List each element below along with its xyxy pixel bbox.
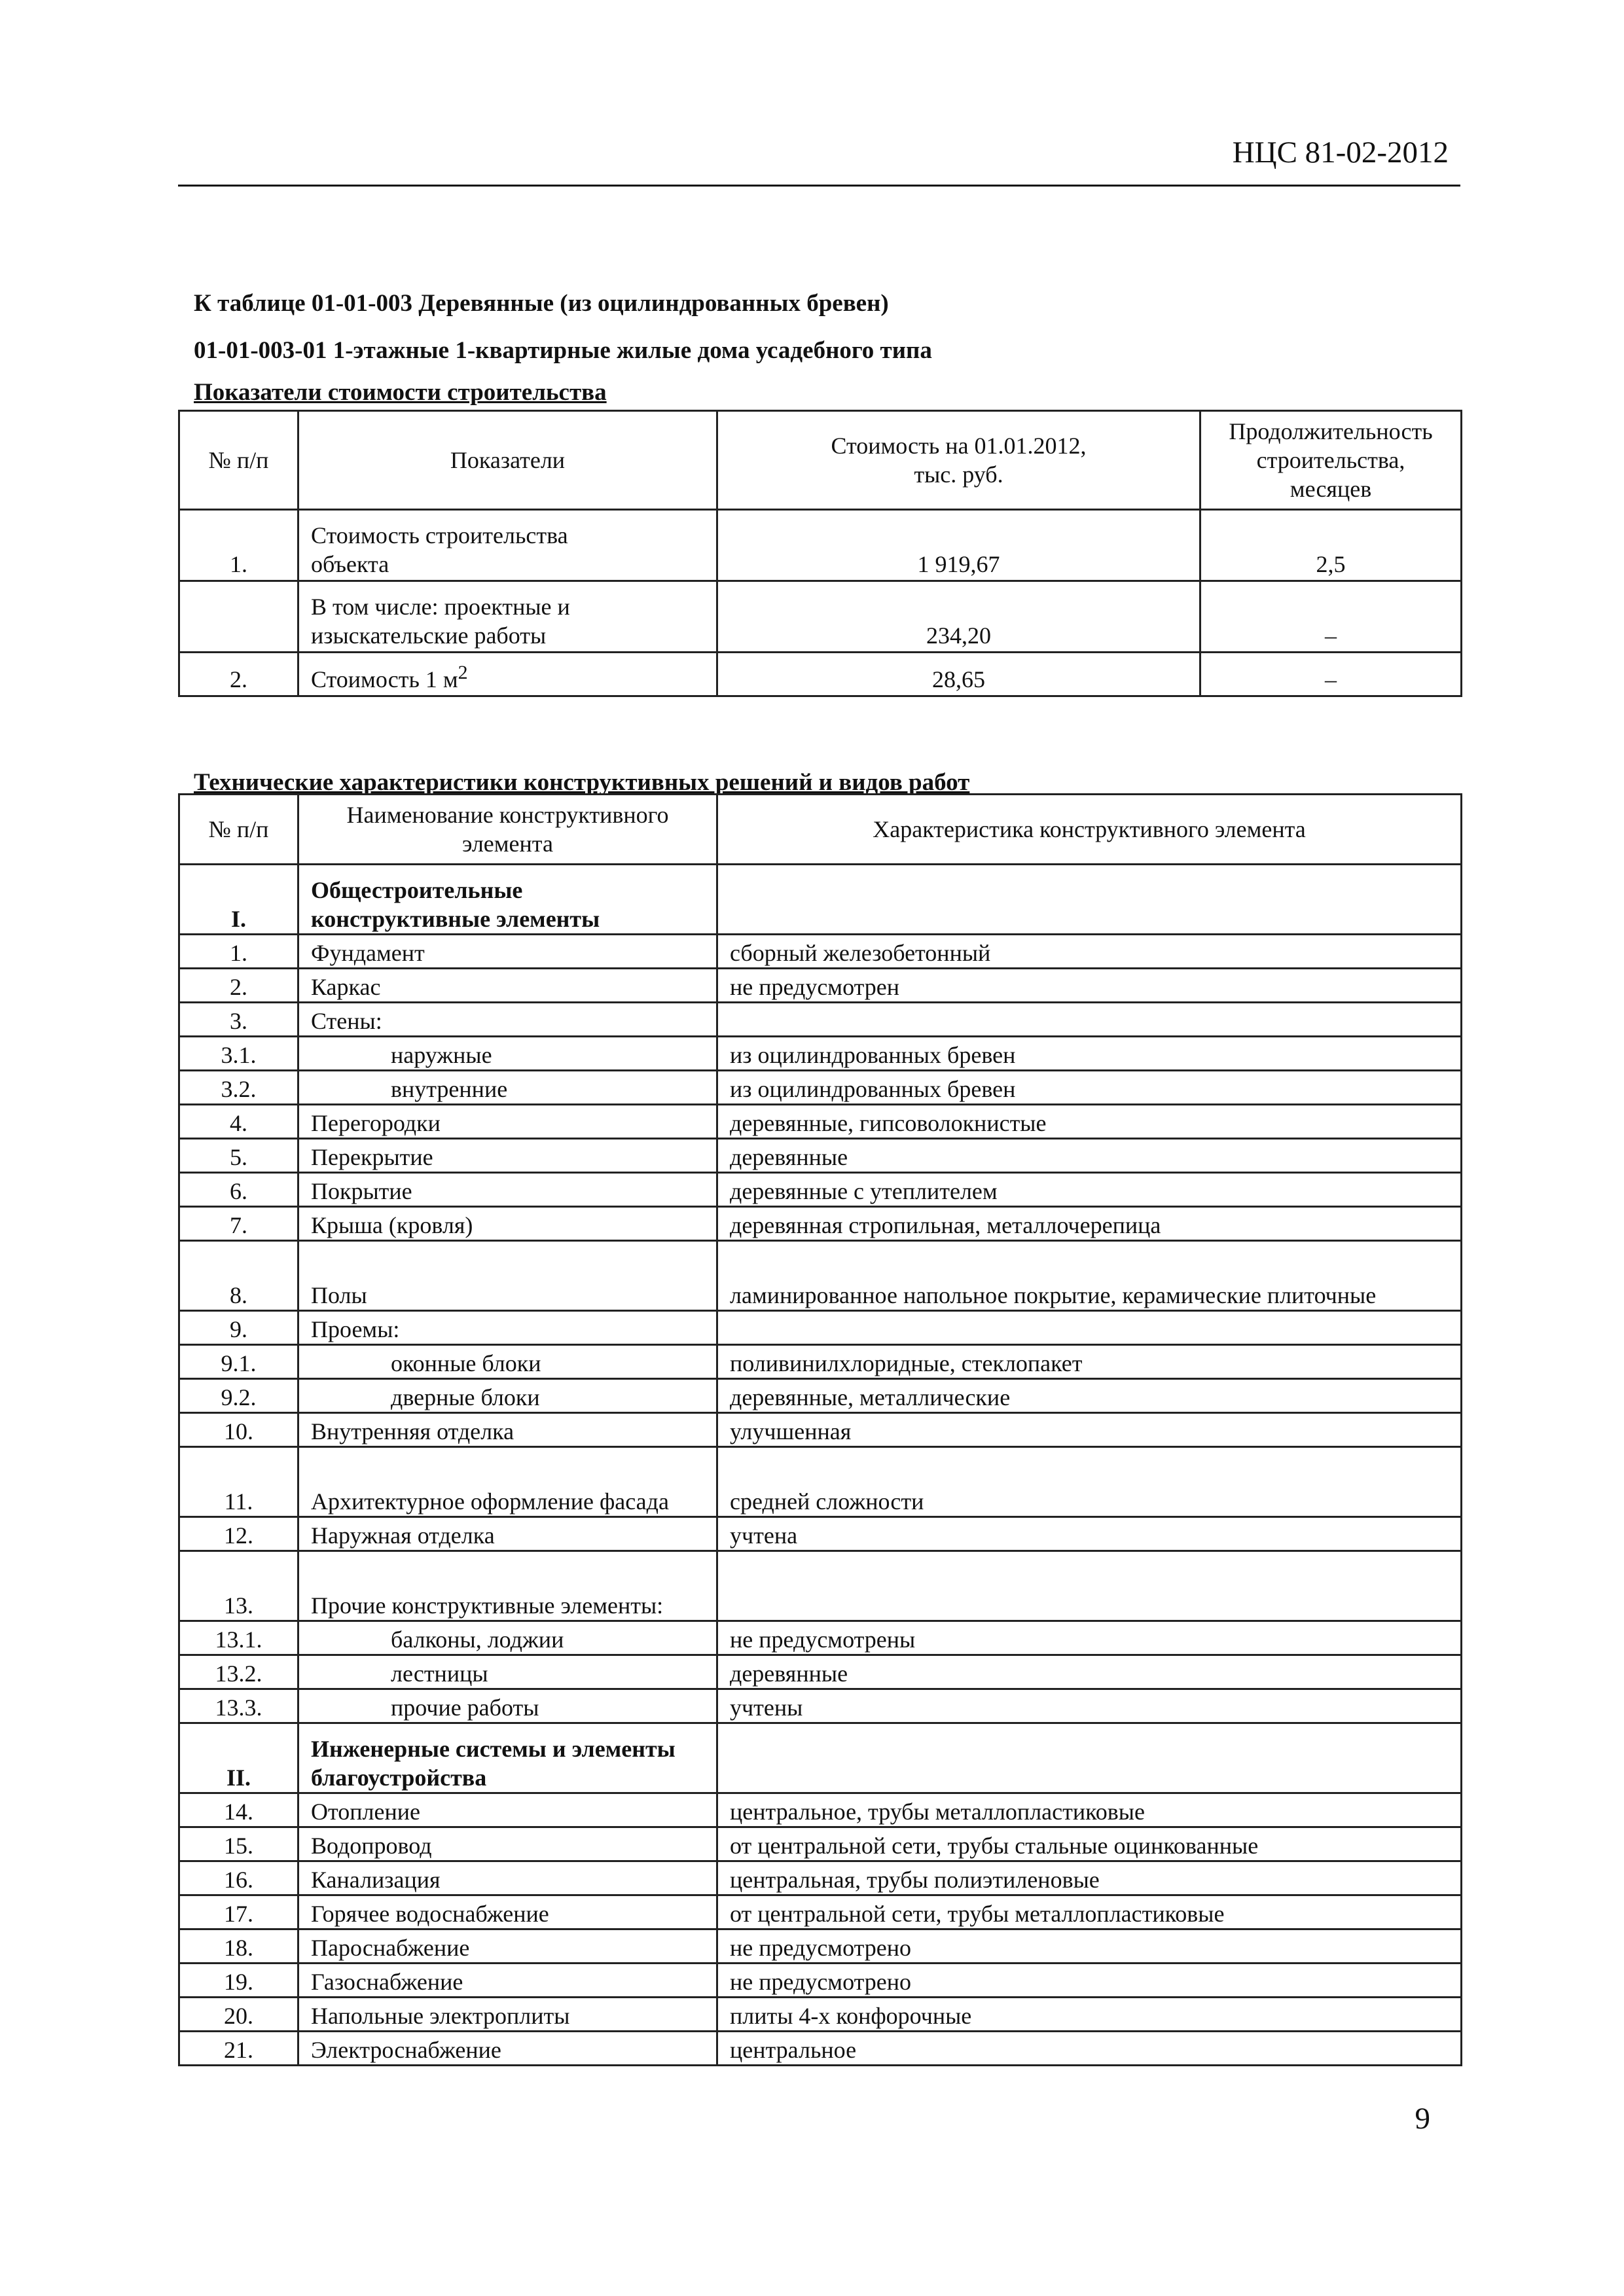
table-reference-title: К таблице 01-01-003 Деревянные (из оцилиндрованных бревен) [194, 290, 889, 317]
row-name: Газоснабжение [298, 1964, 717, 1998]
table-row [179, 969, 1462, 1003]
cost-indicators-table [178, 410, 1462, 697]
row-value: деревянные [717, 1139, 1462, 1173]
row-value: улучшенная [717, 1413, 1462, 1447]
row-duration: 2,5 [1200, 510, 1462, 581]
row-num: 8. [179, 1241, 298, 1311]
row-num: II. [179, 1723, 298, 1793]
row-cost: 234,20 [717, 581, 1200, 653]
row-name: Отопление [298, 1793, 717, 1827]
row-num: 2. [179, 653, 298, 696]
row-value: из оцилиндрованных бревен [717, 1071, 1462, 1105]
row-num: 13.1. [179, 1621, 298, 1655]
row-name: Общестроительные конструктивные элементы [298, 865, 717, 935]
row-num: 9.1. [179, 1345, 298, 1379]
row-value: не предусмотрен [717, 969, 1462, 1003]
row-name: внутренние [298, 1071, 717, 1105]
row-value: поливинилхлоридные, стеклопакет [717, 1345, 1462, 1379]
row-num: I. [179, 865, 298, 935]
row-name: Внутренняя отделка [298, 1413, 717, 1447]
row-value: учтена [717, 1517, 1462, 1551]
table-row [179, 1621, 1462, 1655]
tech-section-title: Технические характеристики конструктивных решений и видов работ [194, 769, 970, 796]
row-value: деревянная стропильная, металлочерепица [717, 1207, 1462, 1241]
row-value [717, 1723, 1462, 1793]
row-name: Канализация [298, 1861, 717, 1895]
header-num: № п/п [179, 795, 298, 865]
row-name: Пароснабжение [298, 1929, 717, 1964]
row-num: 5. [179, 1139, 298, 1173]
row-value: деревянные, металлические [717, 1379, 1462, 1413]
row-value: не предусмотрено [717, 1964, 1462, 1998]
row-num: 16. [179, 1861, 298, 1895]
table-row [179, 1173, 1462, 1207]
table-row [179, 1827, 1462, 1861]
row-name: Горячее водоснабжение [298, 1895, 717, 1929]
row-duration: – [1200, 653, 1462, 696]
row-name: дверные блоки [298, 1379, 717, 1413]
indicator-line: Стоимость строительства [311, 522, 568, 548]
row-value: из оцилиндрованных бревен [717, 1037, 1462, 1071]
table-row [179, 1207, 1462, 1241]
row-num: 13.2. [179, 1655, 298, 1689]
row-duration: – [1200, 581, 1462, 653]
table-header-row [179, 411, 1462, 510]
row-value: не предусмотрено [717, 1929, 1462, 1964]
row-num: 12. [179, 1517, 298, 1551]
table-header-row [179, 795, 1462, 865]
row-num: 18. [179, 1929, 298, 1964]
row-value: деревянные [717, 1655, 1462, 1689]
row-value: от центральной сети, трубы стальные оцинкованные [717, 1827, 1462, 1861]
row-value: учтены [717, 1689, 1462, 1723]
row-indicator [298, 510, 717, 581]
row-value: плиты 4-х конфорочные [717, 1998, 1462, 2032]
row-name: Покрытие [298, 1173, 717, 1207]
table-row [179, 1964, 1462, 1998]
subtable-title: 01-01-003-01 1-этажные 1-квартирные жилые дома усадебного типа [194, 337, 932, 364]
header-name: Наименование конструктивного элемента [298, 795, 717, 865]
row-cost: 1 919,67 [717, 510, 1200, 581]
table-row [179, 1447, 1462, 1517]
row-num: 3.2. [179, 1071, 298, 1105]
table-row [179, 1037, 1462, 1071]
row-name: наружные [298, 1037, 717, 1071]
row-num: 10. [179, 1413, 298, 1447]
row-name: Крыша (кровля) [298, 1207, 717, 1241]
row-value: центральное, трубы металлопластиковые [717, 1793, 1462, 1827]
row-indicator [298, 581, 717, 653]
row-num: 19. [179, 1964, 298, 1998]
table-row [179, 653, 1462, 696]
row-name: Прочие конструктивные элементы: [298, 1551, 717, 1621]
row-indicator [298, 653, 717, 696]
header-rule [178, 185, 1460, 187]
table-row [179, 1413, 1462, 1447]
indicator-line: В том числе: проектные и [311, 594, 570, 620]
table-row [179, 1929, 1462, 1964]
header-indicator: Показатели [298, 411, 717, 510]
table-row [179, 1139, 1462, 1173]
row-name: Напольные электроплиты [298, 1998, 717, 2032]
row-name: Полы [298, 1241, 717, 1311]
row-num: 15. [179, 1827, 298, 1861]
header-duration: Продолжительность строительства, месяцев [1200, 411, 1462, 510]
row-name: прочие работы [298, 1689, 717, 1723]
row-name: Архитектурное оформление фасада [298, 1447, 717, 1517]
row-name: Перегородки [298, 1105, 717, 1139]
row-value: центральное [717, 2032, 1462, 2066]
table-row [179, 1241, 1462, 1311]
table-row [179, 1105, 1462, 1139]
table-row [179, 935, 1462, 969]
row-num: 1. [179, 510, 298, 581]
indicator-line: изыскательские работы [311, 622, 547, 649]
row-value: центральная, трубы полиэтиленовые [717, 1861, 1462, 1895]
row-num: 6. [179, 1173, 298, 1207]
row-name: оконные блоки [298, 1345, 717, 1379]
header-num: № п/п [179, 411, 298, 510]
header-description: Характеристика конструктивного элемента [717, 795, 1462, 865]
table-row [179, 1517, 1462, 1551]
table-row [179, 1998, 1462, 2032]
table-row [179, 1003, 1462, 1037]
header-cost-label: Стоимость на 01.01.2012, [831, 433, 1087, 459]
table-row [179, 1379, 1462, 1413]
row-num: 20. [179, 1998, 298, 2032]
row-value: от центральной сети, трубы металлопластиковые [717, 1895, 1462, 1929]
row-num: 7. [179, 1207, 298, 1241]
table-row [179, 1723, 1462, 1793]
cost-section-title: Показатели стоимости строительства [194, 379, 607, 406]
row-num: 3.1. [179, 1037, 298, 1071]
table-row [179, 2032, 1462, 2066]
header-cost-unit: тыс. руб. [914, 461, 1003, 488]
row-num: 21. [179, 2032, 298, 2066]
row-name: Водопровод [298, 1827, 717, 1861]
document-code: НЦС 81-02-2012 [1232, 135, 1449, 170]
row-num: 17. [179, 1895, 298, 1929]
row-num: 9.2. [179, 1379, 298, 1413]
table-row [179, 1345, 1462, 1379]
table-row [179, 510, 1462, 581]
row-value: деревянные, гипсоволокнистые [717, 1105, 1462, 1139]
table-row [179, 1071, 1462, 1105]
table-row [179, 1689, 1462, 1723]
table-row [179, 1311, 1462, 1345]
row-num: 11. [179, 1447, 298, 1517]
indicator-line: Стоимость 1 м [311, 666, 458, 692]
row-cost: 28,65 [717, 653, 1200, 696]
row-num: 3. [179, 1003, 298, 1037]
row-num: 2. [179, 969, 298, 1003]
row-name: Электроснабжение [298, 2032, 717, 2066]
row-value: деревянные с утеплителем [717, 1173, 1462, 1207]
row-value [717, 1311, 1462, 1345]
table-row [179, 1793, 1462, 1827]
row-value: не предусмотрены [717, 1621, 1462, 1655]
row-value [717, 1003, 1462, 1037]
row-num: 13. [179, 1551, 298, 1621]
table-row [179, 1861, 1462, 1895]
row-name: Наружная отделка [298, 1517, 717, 1551]
page-number: 9 [1415, 2102, 1430, 2136]
row-num [179, 581, 298, 653]
table-row [179, 865, 1462, 935]
header-cost [717, 411, 1200, 510]
row-num: 4. [179, 1105, 298, 1139]
row-name: Перекрытие [298, 1139, 717, 1173]
row-num: 1. [179, 935, 298, 969]
row-num: 13.3. [179, 1689, 298, 1723]
row-name: лестницы [298, 1655, 717, 1689]
row-value [717, 1551, 1462, 1621]
table-row [179, 1655, 1462, 1689]
row-name: Инженерные системы и элементы благоустройства [298, 1723, 717, 1793]
row-value: средней сложности [717, 1447, 1462, 1517]
indicator-line: объекта [311, 551, 389, 577]
row-num: 9. [179, 1311, 298, 1345]
row-value: сборный железобетонный [717, 935, 1462, 969]
row-value [717, 865, 1462, 935]
technical-characteristics-table [178, 793, 1462, 2066]
row-num: 14. [179, 1793, 298, 1827]
row-name: Проемы: [298, 1311, 717, 1345]
superscript: 2 [458, 662, 468, 683]
table-row [179, 1551, 1462, 1621]
row-name: Каркас [298, 969, 717, 1003]
row-value: ламинированное напольное покрытие, керамические плиточные [717, 1241, 1462, 1311]
row-name: балконы, лоджии [298, 1621, 717, 1655]
row-name: Стены: [298, 1003, 717, 1037]
table-row [179, 1895, 1462, 1929]
row-name: Фундамент [298, 935, 717, 969]
table-row [179, 581, 1462, 653]
